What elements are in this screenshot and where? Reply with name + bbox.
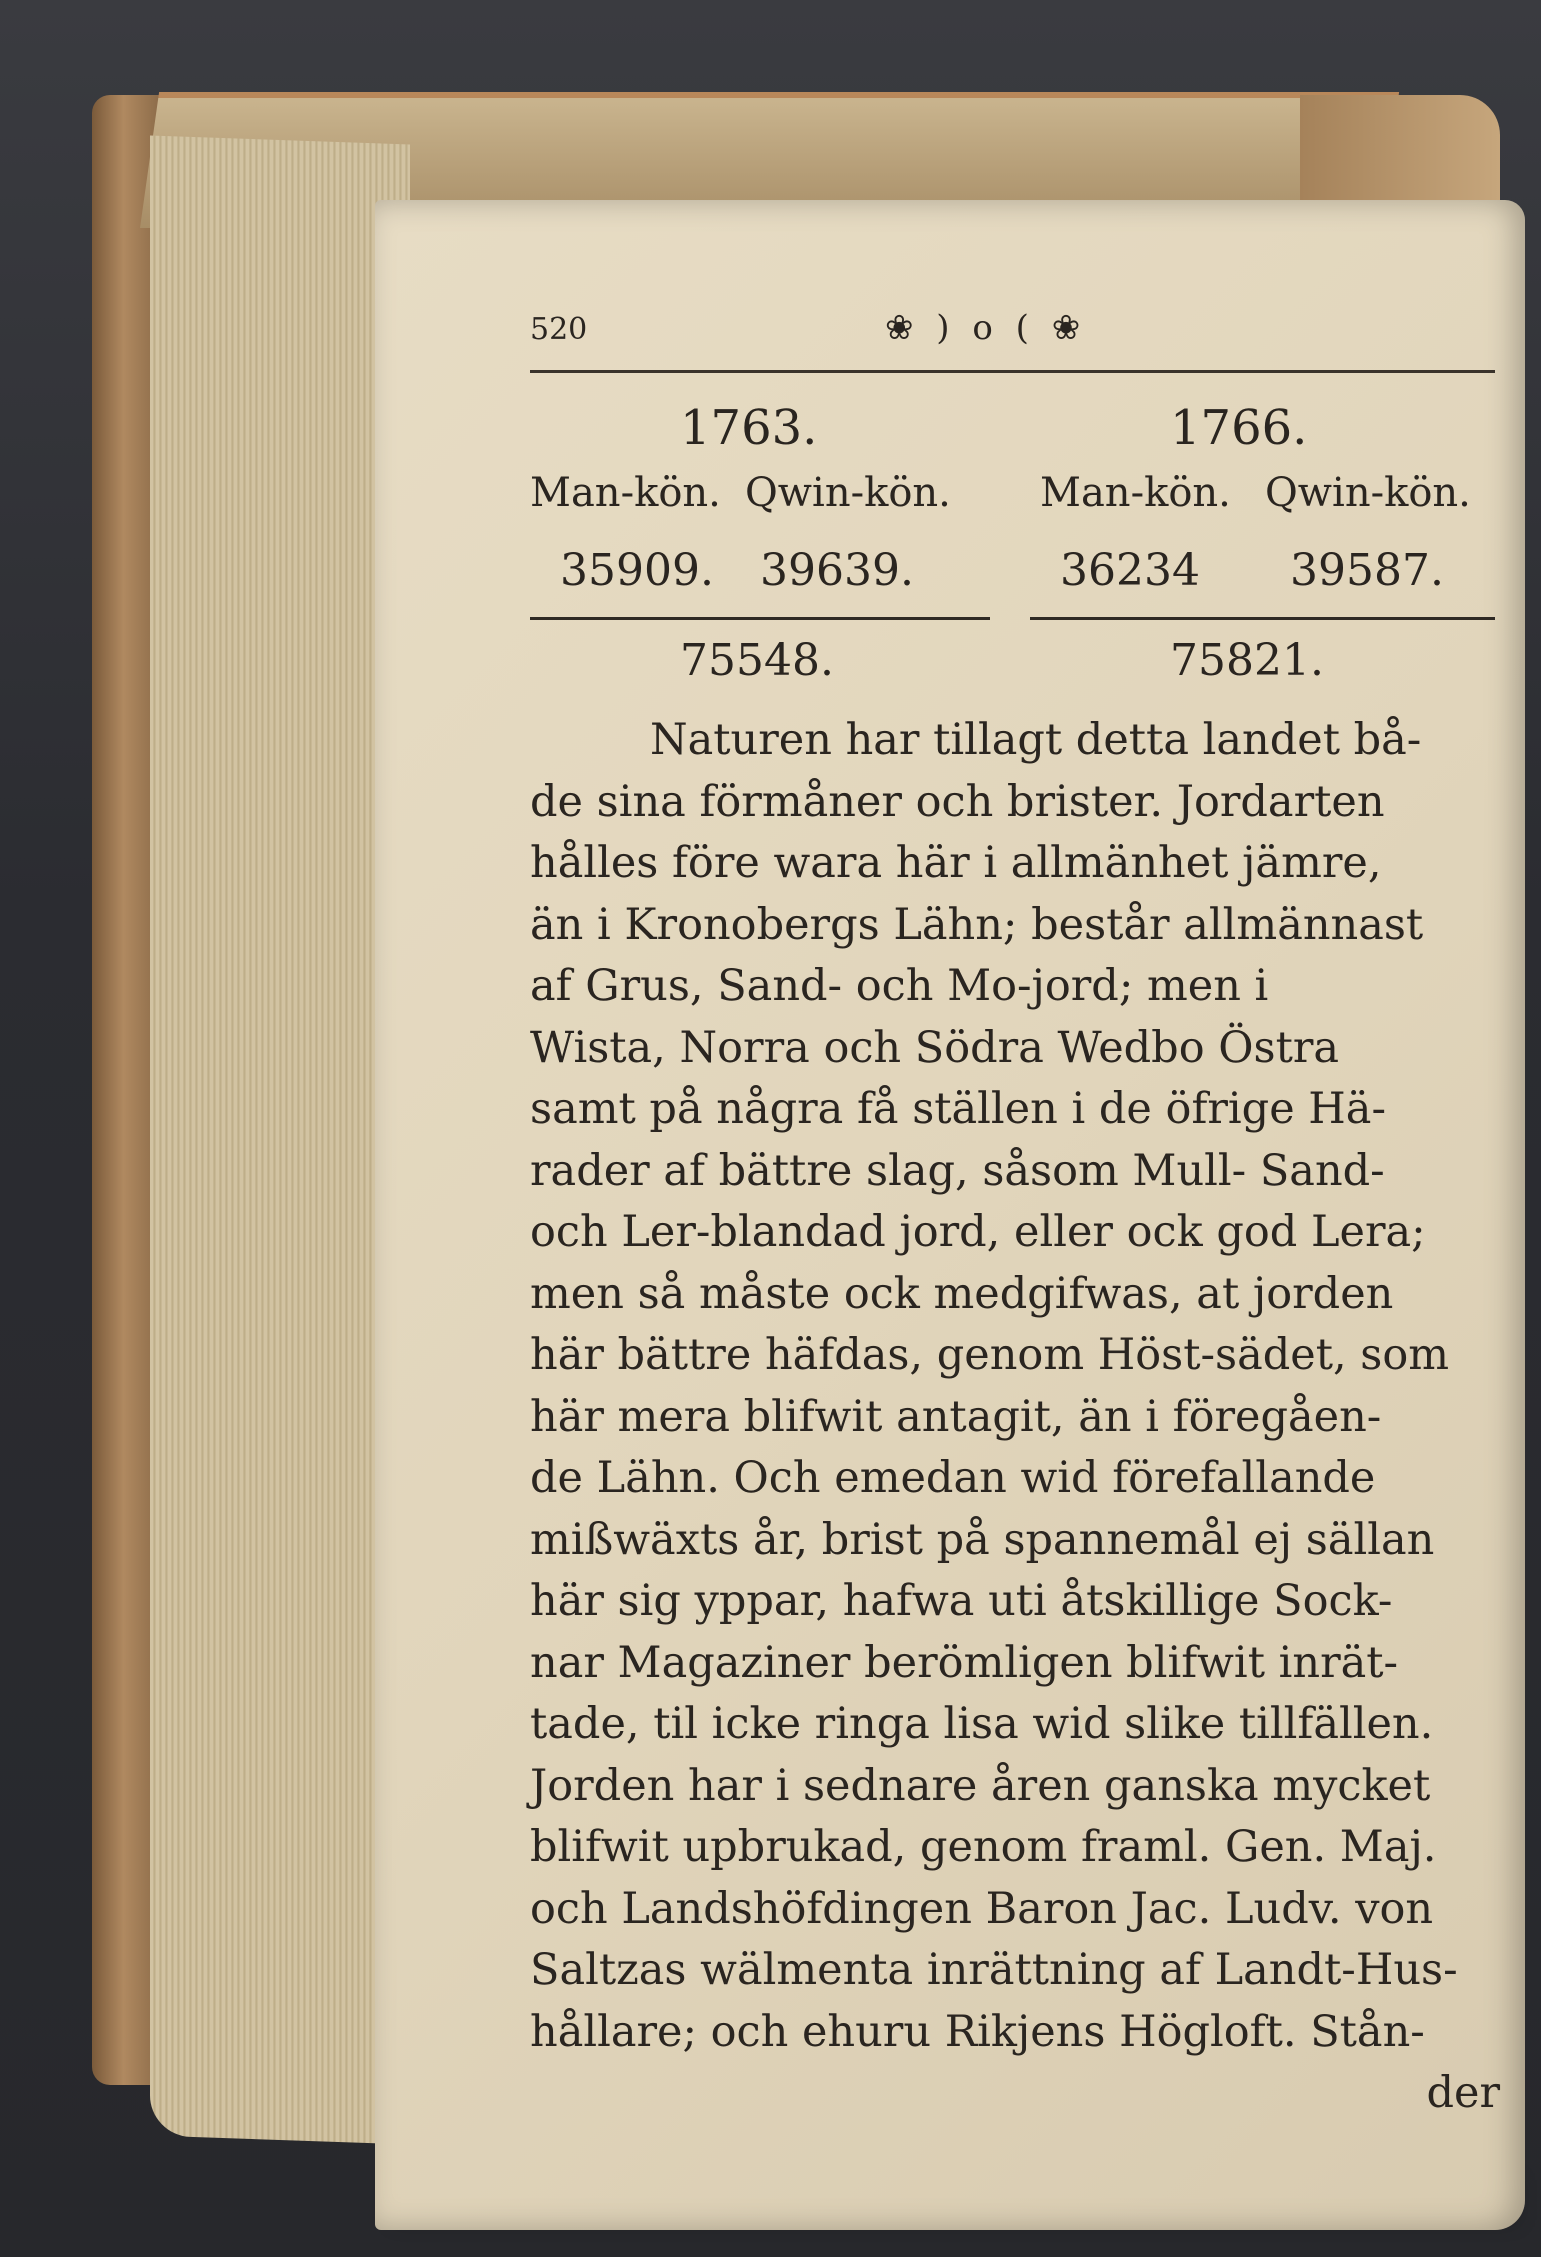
text-line: här mera blifwit antagit, än i föregåen- [530,1391,1382,1442]
year-1763: 1763. [680,400,818,456]
text-line: hållare; och ehuru Rikjens Högloft. Stån- [530,2006,1425,2057]
text-line: Jorden har i sednare åren ganska mycket [530,1760,1431,1811]
text-line: här bättre häfdas, genom Höst-sädet, som [530,1330,1450,1380]
year-1766: 1766. [1170,400,1308,456]
text-line: de sina förmåner och brister. Jordarten [530,776,1385,827]
total-1763: 75548. [680,635,834,686]
sum-rule-1763 [530,617,990,620]
header-women-1763: Qwin-kön. [745,470,951,516]
text-line: tade, til icke ringa lisa wid slike tillfällen. [530,1699,1434,1749]
text-line: och Landshöfdingen Baron Jac. Ludv. von [530,1883,1434,1934]
text-line: Naturen har tillagt detta landet bå- [650,715,1422,765]
text-line: Wista, Norra och Södra Wedbo Östra [530,1022,1340,1073]
text-line: Saltzas wälmenta inrättning af Landt-Hus- [530,1945,1458,1995]
catchword: der [1426,2068,1500,2118]
value-women-1766: 39587. [1290,545,1444,596]
value-men-1763: 35909. [560,545,714,596]
body-paragraph [530,710,1500,2125]
header-men-1766: Man-kön. [1040,470,1231,516]
value-men-1766: 36234 [1060,545,1200,596]
page-header [530,300,1500,360]
ornament-header: ❀ ) o ( ❀ [885,308,1087,348]
text-line: här sig yppar, hafwa uti åtskillige Sock- [530,1576,1393,1626]
value-women-1763: 39639. [760,545,914,596]
text-line: rader af bättre slag, såsom Mull- Sand- [530,1145,1385,1196]
sum-rule-1766 [1030,617,1495,620]
text-line: än i Kronobergs Lähn; består allmännast [530,899,1424,950]
population-table [530,395,1495,705]
text-line: samt på några få ställen i de öfrige Hä- [530,1084,1386,1134]
header-rule [530,370,1495,373]
text-line: blifwit upbrukad, genom framl. Gen. Maj. [530,1822,1437,1872]
page-edges [150,135,410,2144]
text-line: af Grus, Sand- och Mo-jord; men i [530,961,1269,1011]
header-women-1766: Qwin-kön. [1265,470,1471,516]
page-number: 520 [530,312,588,347]
book-spine-top [1300,95,1500,205]
text-line: och Ler-blandad jord, eller ock god Lera; [530,1207,1426,1257]
header-men-1763: Man-kön. [530,470,721,516]
text-line: hålles före wara här i allmänhet jämre, [530,838,1382,888]
text-line: mißwäxts år, brist på spannemål ej sällan [530,1514,1435,1565]
text-line: de Lähn. Och emedan wid förefallande [530,1453,1376,1503]
text-line: nar Magaziner berömligen blifwit inrät- [530,1637,1399,1688]
text-line: men så måste ock medgifwas, at jorden [530,1268,1394,1319]
total-1766: 75821. [1170,635,1324,686]
page-content [530,300,1500,2118]
